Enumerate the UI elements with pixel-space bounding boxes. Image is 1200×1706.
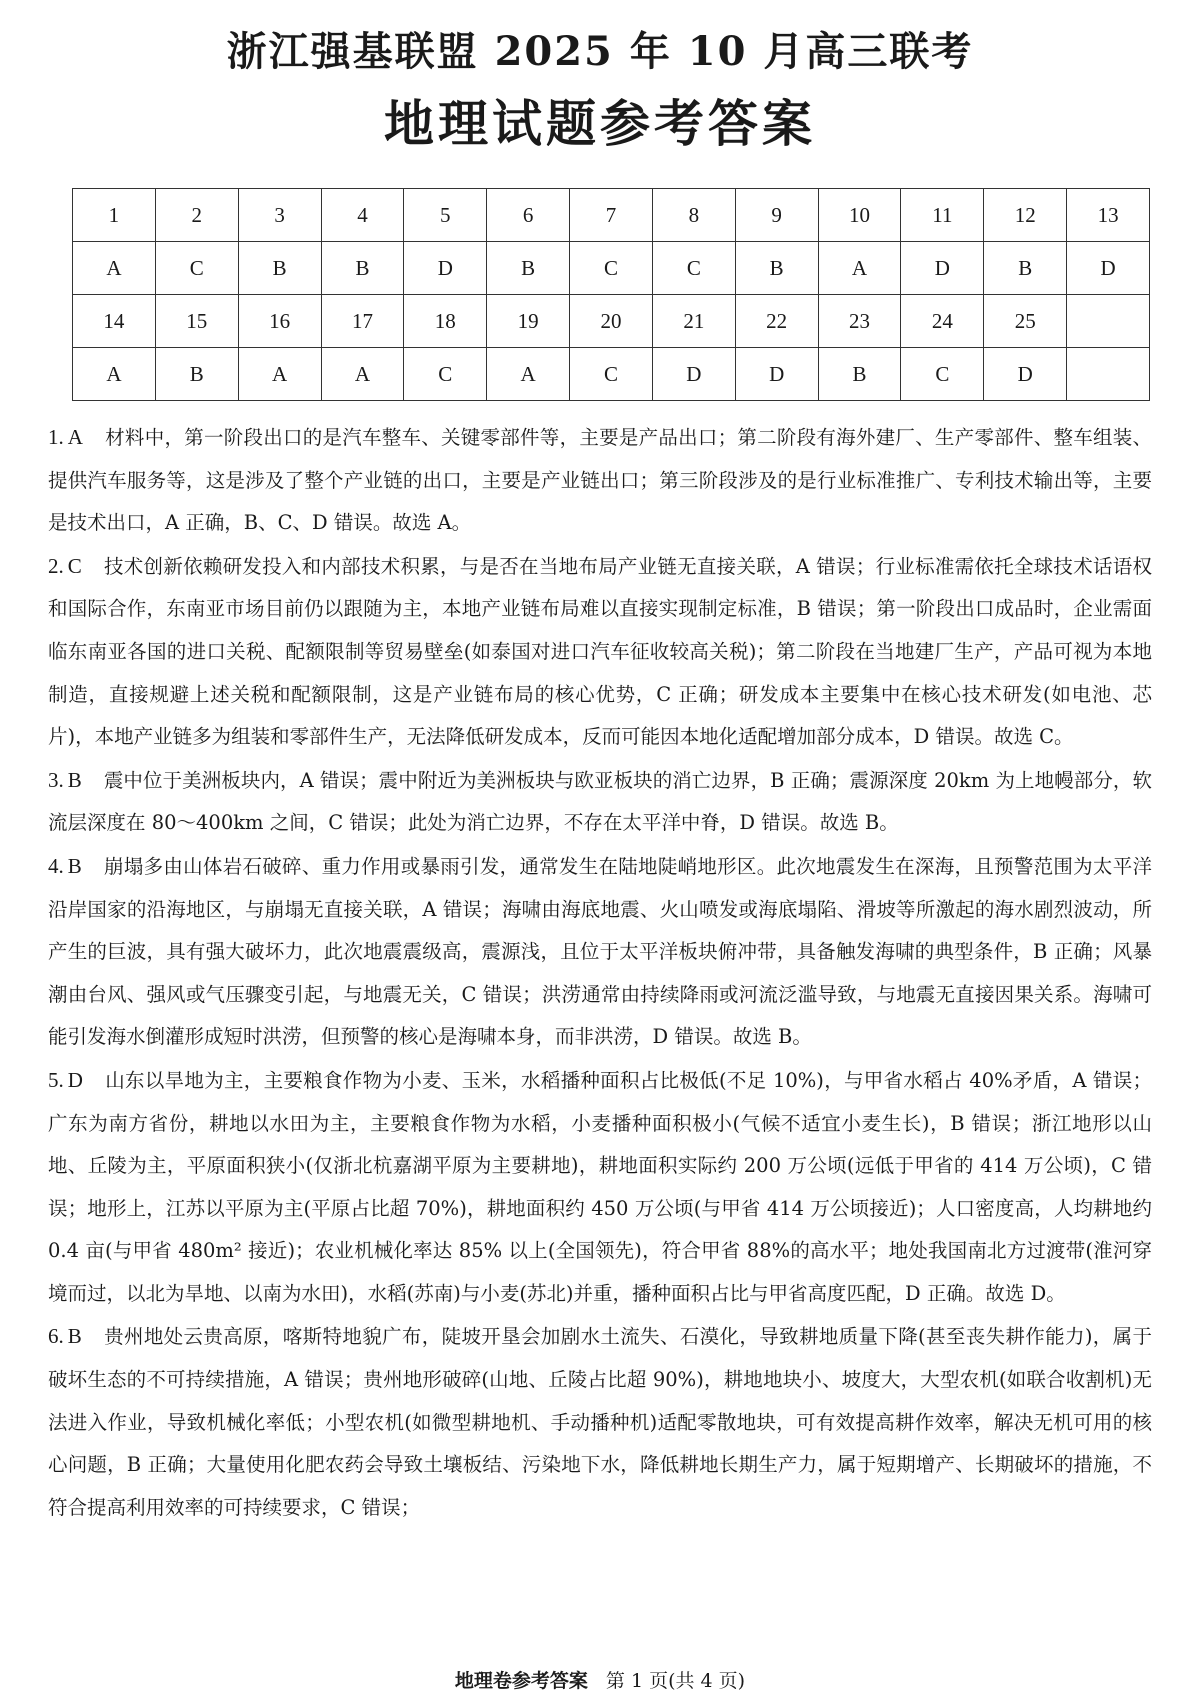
question-number-cell: 14 [73,295,156,348]
answer-letter: D [67,1067,83,1092]
answer-letter: A [67,425,83,449]
question-number: 2. [48,553,64,578]
answer-cell: A [73,242,156,295]
question-number-cell: 11 [901,189,984,242]
answer-cell: A [73,348,156,401]
explanation-text: 震中位于美洲板块内，A 错误；震中附近为美洲板块与欧亚板块的消亡边界，B 正确；震源深度 20km 为上地幔部分，软流层深度在 80～400km 之间，C 错误；此处为消亡边界，不存在太平洋中脊，D 错误。故选 B。 [48,768,1152,835]
question-number: 5. [48,1067,64,1092]
question-number-cell: 2 [155,189,238,242]
exam-title: 浙江强基联盟 2025 年 10 月高三联考 [226,28,974,75]
footer-doc-name: 地理卷参考答案 [454,1670,588,1692]
question-number-cell: 10 [818,189,901,242]
question-number: 3. [48,767,64,792]
answer-cell: C [155,242,238,295]
question-number-cell: 4 [321,189,404,242]
answer-cell: B [155,348,238,401]
question-number-cell: 20 [570,295,653,348]
answer-letter: B [67,1324,82,1349]
answer-letter: B [67,853,82,878]
question-number-cell: 6 [487,189,570,242]
answer-cell: A [487,348,570,401]
answer-cell: C [901,348,984,401]
answer-cell: D [404,242,487,295]
question-number-cell: 8 [652,189,735,242]
explanation-item [48,759,1152,845]
question-number: 1. [48,425,64,449]
explanation-text: 山东以旱地为主，主要粮食作物为小麦、玉米，水稻播种面积占比极低(不足 10%)，与甲省水稻占 40%矛盾，A 错误；广东为南方省份，耕地以水田为主，主要粮食作物为水稻，小麦播种面积极小(气候不适宜小麦生长)，B 错误；浙江地形以山地、丘陵为主，平原面积狭小(仅浙北杭嘉湖平原为主要耕地)，耕地面积实际约 200 万公顷(远低于甲省的 414 万公顷)，C 错误；地形上，江苏以平原为主(平原占比超 70%)，耕地面积约 450 万公顷(与甲省 414 万公顷接近)；人口密度高，人均耕地约 0.4 亩(与甲省 480m² 接近)；农业机械化率达 85% 以上(全国领先)，符合甲省 88%的高水平；地处我国南北方过渡带(淮河穿境而过，以北为旱地、以南为水田)，水稻(苏南)与小麦(苏北)并重，播种面积占比与甲省高度匹配，D 正确。故选 D。 [48,1068,1152,1305]
explanation-item [48,1315,1152,1529]
question-number-row [73,295,1150,348]
answer-cell: D [1067,242,1150,295]
answer-cell: A [818,242,901,295]
question-number-cell: 24 [901,295,984,348]
explanation-text: 崩塌多由山体岩石破碎、重力作用或暴雨引发，通常发生在陆地陡峭地形区。此次地震发生在深海，且预警范围为太平洋沿岸国家的沿海地区，与崩塌无直接关联，A 错误；海啸由海底地震、火山喷发或海底塌陷、滑坡等所激起的海水剧烈波动，所产生的巨波，具有强大破坏力，此次地震震级高，震源浅，且位于太平洋板块俯冲带，具备触发海啸的典型条件，B 正确；风暴潮由台风、强风或气压骤变引起，与地震无关，C 错误；洪涝通常由持续降雨或河流泛滥导致，与地震无直接因果关系。海啸可能引发海水倒灌形成短时洪涝，但预警的核心是海啸本身，而非洪涝，D 错误。故选 B。 [48,854,1152,1049]
question-number-cell: 12 [984,189,1067,242]
question-number-cell [1067,295,1150,348]
question-number-cell: 7 [570,189,653,242]
footer-page-info: 第 1 页(共 4 页) [605,1670,746,1692]
answer-letter: C [67,553,82,578]
answer-cell [1067,348,1150,401]
question-number: 6. [48,1324,64,1349]
answer-cell: D [984,348,1067,401]
question-number-cell: 21 [652,295,735,348]
question-number-cell: 3 [238,189,321,242]
explanation-item [48,1059,1152,1316]
explanation-item [48,545,1152,759]
answer-key-subtitle: 地理试题参考答案 [384,94,816,153]
answer-cell: B [984,242,1067,295]
page-footer [0,1666,1200,1693]
answer-cell: C [652,242,735,295]
question-number-cell: 15 [155,295,238,348]
explanation-text: 技术创新依赖研发投入和内部技术积累，与是否在当地布局产业链无直接关联，A 错误；行业标准需依托全球技术话语权和国际合作，东南亚市场目前仍以跟随为主，本地产业链布局难以直接实现制定标准，B 错误；第一阶段出口成品时，企业需面临东南亚各国的进口关税、配额限制等贸易壁垒(如泰国对进口汽车征收较高关税)；第二阶段在当地建厂生产，产品可视为本地制造，直接规避上述关税和配额限制，这是产业链布局的核心优势，C 正确；研发成本主要集中在核心技术研发(如电池、芯片)，本地产业链多为组装和零部件生产，无法降低研发成本，反而可能因本地化适配增加部分成本，D 错误。故选 C。 [48,554,1152,749]
explanation-item [48,416,1152,545]
question-number-cell: 13 [1067,189,1150,242]
question-number-cell: 18 [404,295,487,348]
explanation-text: 贵州地处云贵高原，喀斯特地貌广布，陡坡开垦会加剧水土流失、石漠化，导致耕地质量下降(甚至丧失耕作能力)，属于破坏生态的不可持续措施，A 错误；贵州地形破碎(山地、丘陵占比超 90%)，耕地地块小、坡度大，大型农机(如联合收割机)无法进入作业，导致机械化率低；小型农机(如微型耕地机、手动播种机)适配零散地块，可有效提高耕作效率，解决无机可用的核心问题，B 正确；大量使用化肥农药会导致土壤板结、污染地下水，降低耕地长期生产力，属于短期增产、长期破坏的措施，不符合提高利用效率的可持续要求，C 错误； [48,1325,1152,1519]
question-number-cell: 1 [73,189,156,242]
answer-cell: C [570,348,653,401]
question-number-cell: 23 [818,295,901,348]
answer-cell: D [735,348,818,401]
question-number-cell: 19 [487,295,570,348]
answer-cell: B [238,242,321,295]
question-number-cell: 22 [735,295,818,348]
answer-cell: B [321,242,404,295]
answer-table [72,188,1150,401]
answer-row [73,348,1150,401]
answer-cell: B [487,242,570,295]
answer-letter: B [67,767,82,792]
answer-cell: B [818,348,901,401]
question-number-cell: 16 [238,295,321,348]
question-number-cell: 9 [735,189,818,242]
question-number-cell: 25 [984,295,1067,348]
answer-row [73,242,1150,295]
answer-cell: D [901,242,984,295]
question-number-row [73,189,1150,242]
answer-cell: C [570,242,653,295]
answer-cell: B [735,242,818,295]
answer-cell: A [321,348,404,401]
explanation-item [48,845,1152,1059]
answer-cell: C [404,348,487,401]
question-number-cell: 5 [404,189,487,242]
question-number-cell: 17 [321,295,404,348]
answer-cell: A [238,348,321,401]
explanation-text: 材料中，第一阶段出口的是汽车整车、关键零部件等，主要是产品出口；第二阶段有海外建厂、生产零部件、整车组装、提供汽车服务等，这是涉及了整个产业链的出口，主要是产业链出口；第三阶段涉及的是行业标准推广、专利技术输出等，主要是技术出口，A 正确，B、C、D 错误。故选 A。 [48,426,1152,535]
explanations [48,416,1152,1529]
answer-cell: D [652,348,735,401]
question-number: 4. [48,853,64,878]
